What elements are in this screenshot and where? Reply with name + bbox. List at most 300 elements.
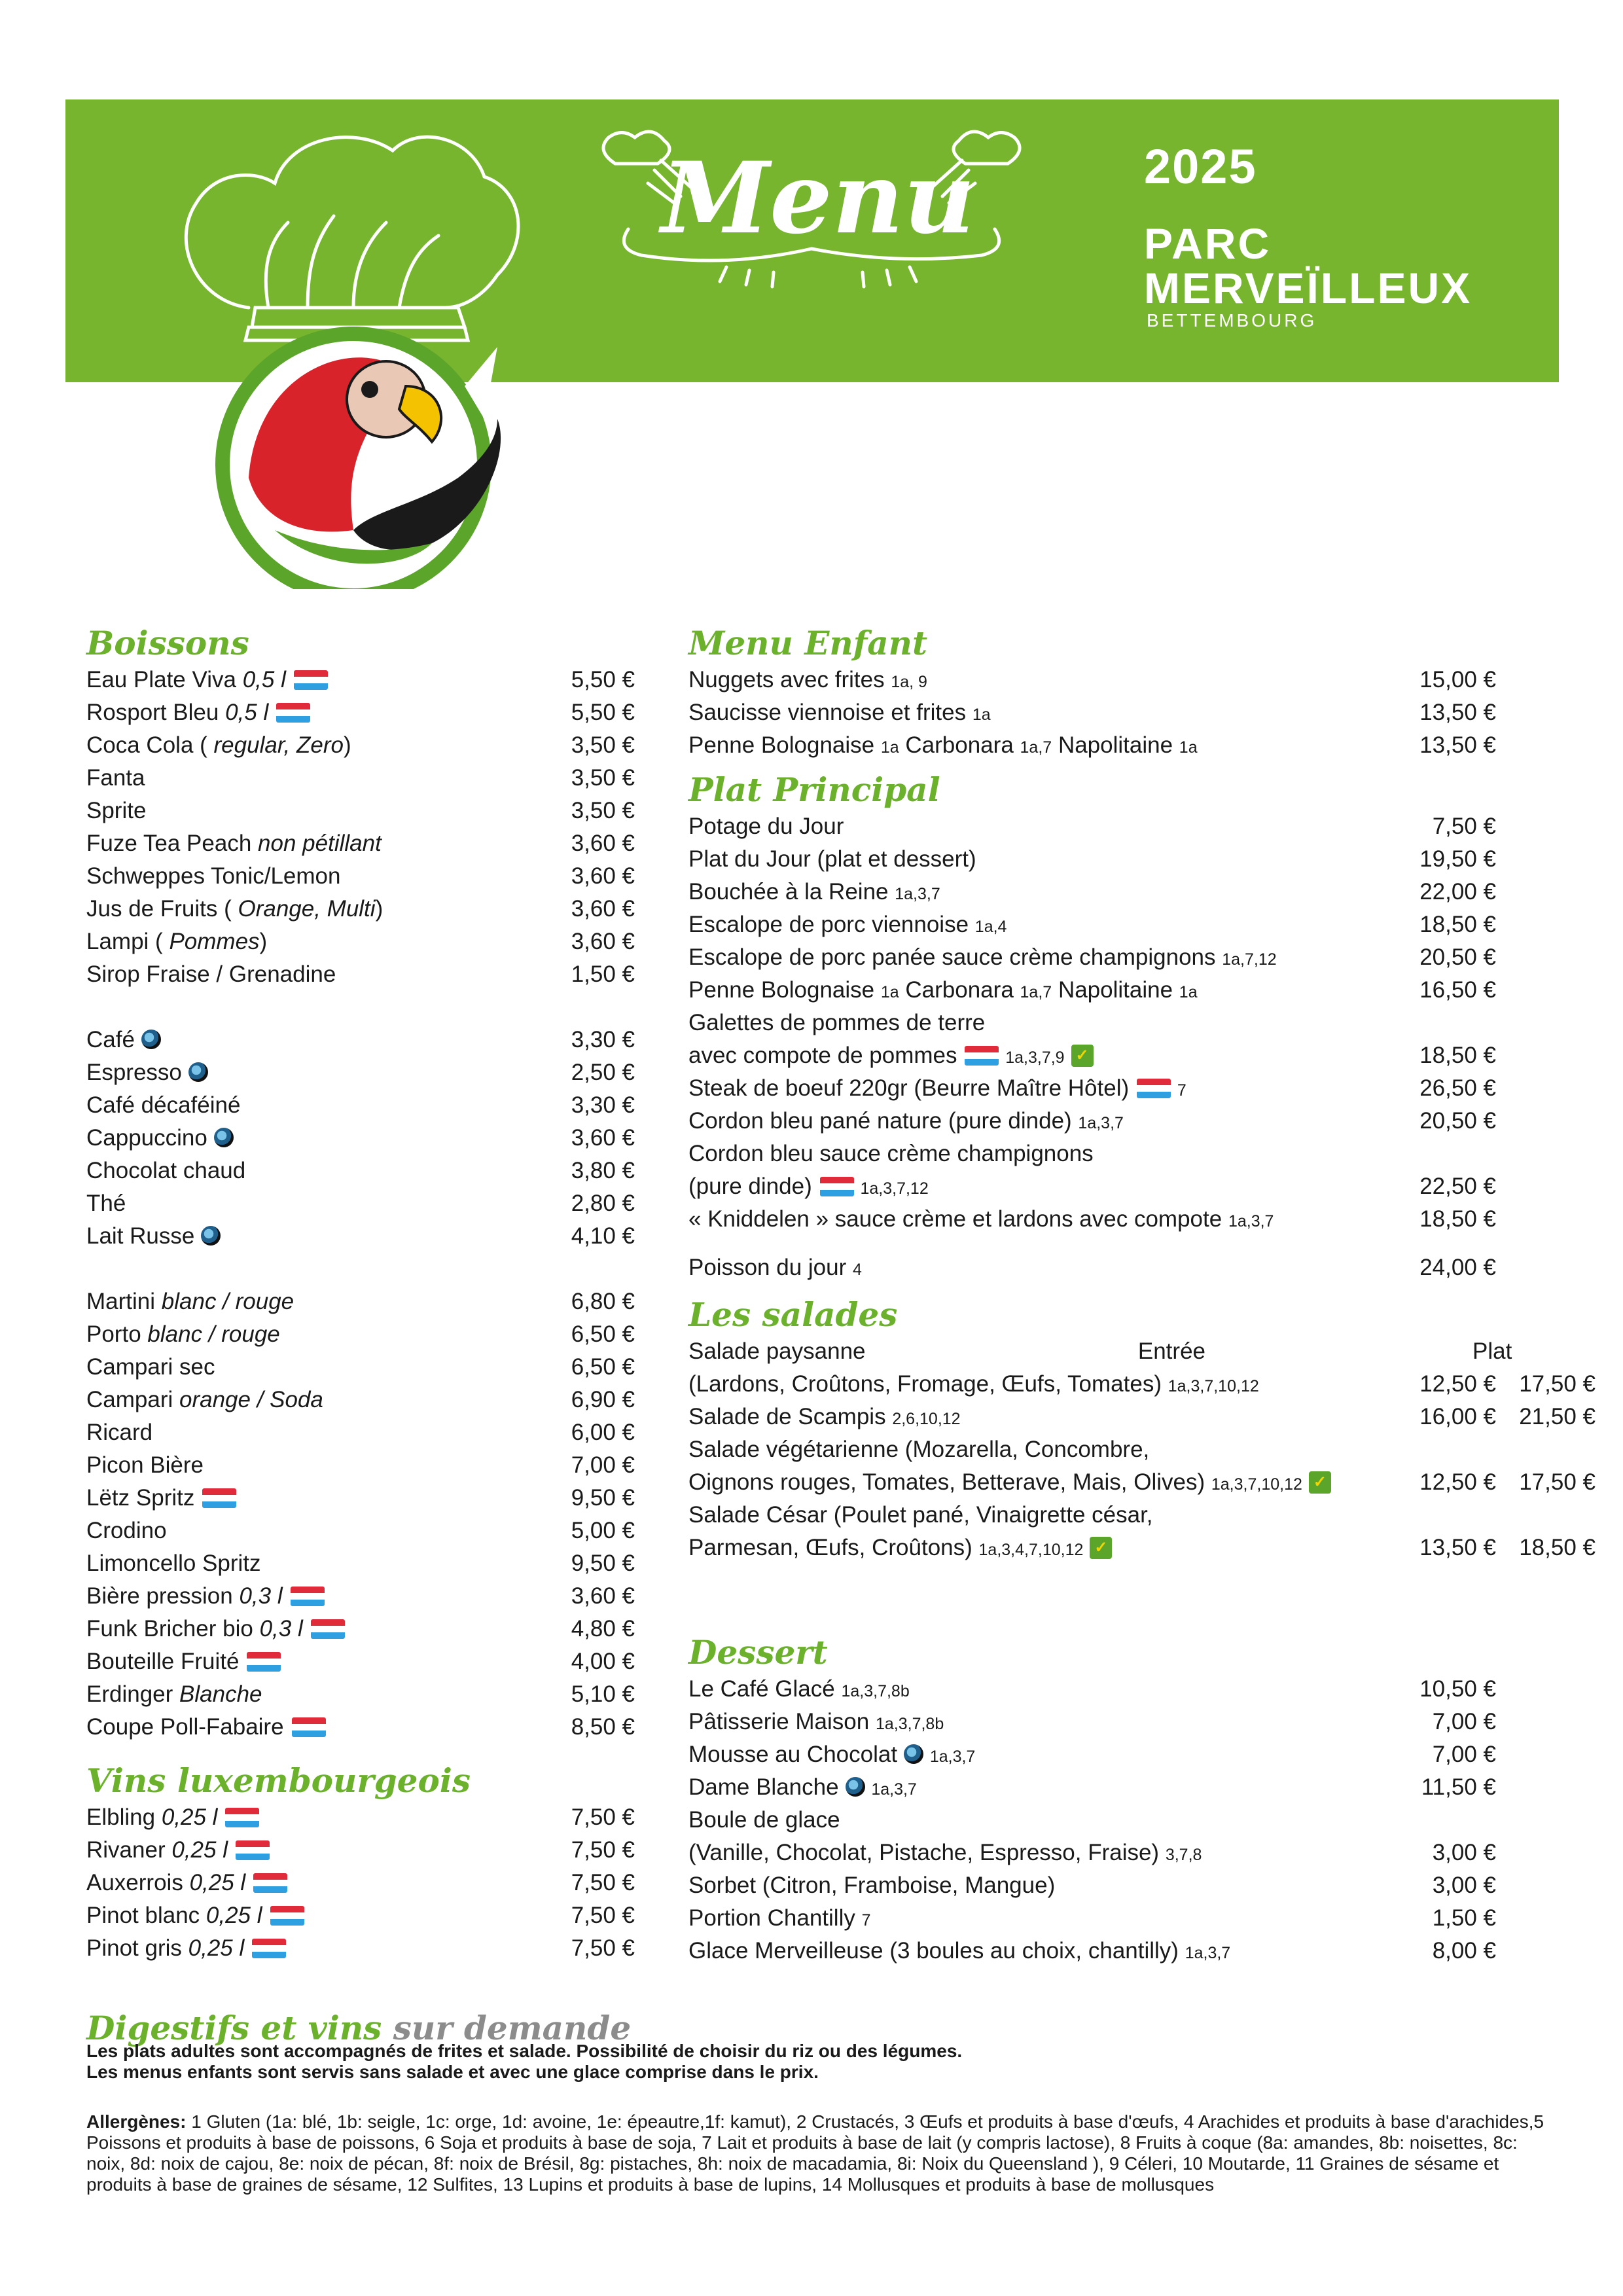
item-price: 16,00 €: [1419, 1404, 1496, 1429]
dessert-row: [688, 1935, 1559, 1967]
luxembourg-flag-icon: [252, 1939, 286, 1958]
item-detail: blanc / rouge: [147, 1321, 280, 1347]
item-price: 10,50 €: [1419, 1676, 1496, 1702]
item-name: Funk Bricher bio: [86, 1616, 253, 1641]
hot-drink-row: [86, 1220, 635, 1253]
main-dish-row: [688, 974, 1559, 1007]
item-allergens: 3,7,8: [1165, 1846, 1202, 1864]
item-price: 7,50 €: [571, 1935, 635, 1961]
item-name: Rosport Bleu: [86, 700, 219, 725]
item-price: 12,50 €: [1419, 1469, 1496, 1495]
item-allergens: 7: [1177, 1081, 1186, 1100]
dessert-row: [688, 1804, 1559, 1837]
item-name: Thé: [86, 1191, 126, 1216]
item-allergens-2: 1a,7: [1020, 983, 1052, 1001]
item-allergens: 1a,3,7,12: [860, 1179, 929, 1198]
salad-row: [688, 1433, 1559, 1466]
salades-header-row: [688, 1335, 1559, 1368]
item-name: Pâtisserie Maison: [688, 1709, 870, 1734]
item-detail: 0,25 l: [189, 1870, 246, 1895]
item-name: Campari: [86, 1387, 173, 1412]
aperitif-row: [86, 1580, 635, 1613]
luxembourg-flag-icon: [1137, 1079, 1171, 1098]
item-name: Cordon bleu pané nature (pure dinde): [688, 1108, 1072, 1134]
aperitif-row: [86, 1416, 635, 1449]
item-price: 3,00 €: [1432, 1840, 1496, 1865]
item-price: 12,50 €: [1419, 1371, 1496, 1397]
item-allergens: 1a,3,4,7,10,12: [978, 1541, 1084, 1559]
vegetarian-icon: [1090, 1537, 1112, 1559]
plat-principal-title: Plat Principal: [688, 770, 940, 809]
drink-row: [86, 729, 635, 762]
item-name: Boule de glace: [688, 1807, 840, 1833]
salade-name: Salade paysanne: [688, 1338, 866, 1364]
item-allergens: 1a,3,7: [1078, 1114, 1124, 1132]
luxembourg-flag-icon: [202, 1488, 236, 1508]
item-name: Fuze Tea Peach: [86, 831, 252, 856]
item-price: 3,60 €: [571, 929, 635, 954]
item-detail: 0,3 l: [259, 1616, 303, 1641]
right-column: [688, 623, 1596, 1967]
kids-menu-row: [688, 696, 1559, 729]
dessert-row: [688, 1902, 1559, 1935]
item-name: Salade César (Poulet pané, Vinaigrette césar,: [688, 1502, 1153, 1528]
item-price: 3,60 €: [571, 863, 635, 889]
allergens-label: Allergènes:: [86, 2111, 187, 2132]
item-price-2: 17,50 €: [1519, 1469, 1596, 1495]
luxembourg-flag-icon: [253, 1873, 287, 1893]
item-price: 7,00 €: [1432, 1709, 1496, 1734]
item-name: Bouteille Fruité: [86, 1649, 240, 1674]
dessert-row: [688, 1837, 1559, 1869]
item-price: 7,00 €: [1432, 1742, 1496, 1767]
hot-drink-row: [86, 1056, 635, 1089]
item-name: Penne Bolognaise: [688, 732, 875, 758]
dessert-row: [688, 1706, 1559, 1738]
item-detail: 0,3 l: [239, 1583, 283, 1609]
item-name: Sorbet (Citron, Framboise, Mangue): [688, 1873, 1056, 1898]
item-price: 5,00 €: [571, 1518, 635, 1543]
item-price: 6,80 €: [571, 1289, 635, 1314]
item-price: 3,50 €: [571, 765, 635, 791]
item-name: Saucisse viennoise et frites: [688, 700, 967, 725]
item-allergens: 4: [853, 1261, 862, 1279]
vegetarian-icon: [1309, 1471, 1331, 1494]
aperitif-row: [86, 1285, 635, 1318]
item-detail: 0,5 l: [242, 667, 286, 692]
allergens-legend: [86, 2111, 1546, 2195]
item-allergens: 1a,3,7: [1228, 1212, 1274, 1230]
item-name: avec compote de pommes: [688, 1043, 957, 1068]
item-price: 3,50 €: [571, 732, 635, 758]
item-price: 1,50 €: [571, 961, 635, 987]
item-name: Poisson du jour: [688, 1255, 847, 1280]
dessert-title: Dessert: [688, 1633, 828, 1672]
dessert-row: [688, 1869, 1559, 1902]
item-detail: 0,25 l: [188, 1935, 245, 1961]
item-price: 3,00 €: [1432, 1873, 1496, 1898]
item-price: 3,80 €: [571, 1158, 635, 1183]
item-name: Portion Chantilly: [688, 1905, 855, 1931]
salades-col-entree: Entrée: [1137, 1338, 1205, 1364]
item-allergens-3: 1a: [1179, 738, 1198, 757]
item-name: Dame Blanche: [688, 1774, 839, 1800]
item-name: Penne Bolognaise: [688, 977, 875, 1003]
item-allergens-2: 1a,7: [1020, 738, 1052, 757]
item-price: 22,50 €: [1419, 1174, 1496, 1199]
item-allergens: 1a: [880, 983, 899, 1001]
salad-row: [688, 1466, 1596, 1499]
item-name: Espresso: [86, 1060, 182, 1085]
item-name: « Kniddelen » sauce crème et lardons avec compote: [688, 1206, 1222, 1232]
digestifs-title-main: Digestifs et vins: [86, 2009, 382, 2047]
luxembourg-flag-icon: [292, 1717, 326, 1737]
item-price: 2,80 €: [571, 1191, 635, 1216]
item-allergens: 1a,3,7,9: [1005, 1049, 1065, 1067]
item-name: Pinot blanc: [86, 1903, 200, 1928]
main-dish-row: [688, 810, 1559, 843]
item-name: Picon Bière: [86, 1452, 204, 1478]
item-price-2: 18,50 €: [1519, 1535, 1596, 1560]
dessert-row: [688, 1771, 1559, 1804]
item-name-end: ): [375, 896, 383, 922]
item-name: Elbling: [86, 1804, 156, 1830]
item-price: 5,50 €: [571, 700, 635, 725]
item-name: Pinot gris: [86, 1935, 182, 1961]
item-detail: orange / Soda: [179, 1387, 323, 1412]
item-name: Steak de boeuf 220gr (Beurre Maître Hôtel): [688, 1075, 1130, 1101]
item-price: 3,30 €: [571, 1027, 635, 1052]
item-name: Le Café Glacé: [688, 1676, 835, 1702]
item-name-3: Napolitaine: [1058, 732, 1173, 758]
item-price: 5,50 €: [571, 667, 635, 692]
item-price: 7,00 €: [571, 1452, 635, 1478]
luxembourg-flag-icon: [247, 1652, 281, 1672]
drink-row: [86, 958, 635, 991]
item-price-2: 21,50 €: [1519, 1404, 1596, 1429]
aperitif-row: [86, 1449, 635, 1482]
item-name: Café décaféiné: [86, 1092, 241, 1118]
hot-drink-row: [86, 1155, 635, 1187]
park-name-line2: MERVEÏLLEUX: [1144, 264, 1472, 312]
item-allergens: 1a: [880, 738, 899, 757]
item-name: Nuggets avec frites: [688, 667, 885, 692]
main-dish-row: [688, 1170, 1559, 1203]
item-allergens: 2,6,10,12: [892, 1410, 961, 1428]
parrot-chef-mascot: [157, 111, 543, 589]
main-dish-row: [688, 1138, 1559, 1170]
item-detail: non pétillant: [258, 831, 382, 856]
item-price: 18,50 €: [1419, 1206, 1496, 1232]
item-name: Auxerrois: [86, 1870, 183, 1895]
item-allergens: 1a,4: [974, 918, 1007, 936]
park-name: [1144, 221, 1472, 310]
park-location: BETTEMBOURG: [1147, 310, 1317, 331]
item-name: Glace Merveilleuse (3 boules au choix, chantilly): [688, 1938, 1179, 1964]
hot-drink-row: [86, 1089, 635, 1122]
item-price: 7,50 €: [571, 1903, 635, 1928]
item-detail: regular, Zero: [213, 732, 344, 758]
item-price: 18,50 €: [1419, 912, 1496, 937]
fairtrade-icon: [141, 1030, 161, 1049]
item-price-2: 17,50 €: [1519, 1371, 1596, 1397]
main-dish-row: [688, 1251, 1559, 1284]
item-price: 3,60 €: [571, 896, 635, 922]
fairtrade-icon: [201, 1226, 221, 1246]
item-price: 18,50 €: [1419, 1043, 1496, 1068]
drink-row: [86, 827, 635, 860]
item-name-2: Carbonara: [905, 732, 1014, 758]
item-price: 6,50 €: [571, 1354, 635, 1380]
boissons-title: Boissons: [86, 624, 249, 662]
item-detail: Blanche: [179, 1681, 262, 1707]
item-price: 6,00 €: [571, 1420, 635, 1445]
item-price: 6,50 €: [571, 1321, 635, 1347]
item-price: 22,00 €: [1419, 879, 1496, 905]
vins-title: Vins luxembourgeois: [86, 1761, 471, 1800]
item-name: Bière pression: [86, 1583, 233, 1609]
drink-row: [86, 925, 635, 958]
item-price: 1,50 €: [1432, 1905, 1496, 1931]
hot-drink-row: [86, 1187, 635, 1220]
item-price: 4,10 €: [571, 1223, 635, 1249]
item-allergens: 1a,3,7,8b: [875, 1715, 944, 1733]
luxembourg-flag-icon: [291, 1587, 325, 1606]
note-line-1: Les plats adultes sont accompagnés de frites et salade. Possibilité de choisir du riz ou des légumes.: [86, 2041, 963, 2061]
main-dish-row: [688, 843, 1559, 876]
item-name: Limoncello Spritz: [86, 1551, 261, 1576]
menu-logo: [589, 124, 1047, 295]
item-price: 7,50 €: [571, 1870, 635, 1895]
item-name: Café: [86, 1027, 135, 1052]
item-price: 5,10 €: [571, 1681, 635, 1707]
item-allergens: 7: [861, 1911, 871, 1929]
item-price: 9,50 €: [571, 1551, 635, 1576]
salades-title: Les salades: [688, 1295, 898, 1334]
item-allergens: 1a,3,7: [895, 885, 940, 903]
luxembourg-flag-icon: [965, 1046, 999, 1066]
wine-row: [86, 1834, 635, 1867]
aperitif-row: [86, 1711, 635, 1744]
item-name-end: ): [343, 732, 351, 758]
item-name: (Lardons, Croûtons, Fromage, Œufs, Tomates): [688, 1371, 1162, 1397]
drink-row: [86, 795, 635, 827]
item-name: Oignons rouges, Tomates, Betterave, Mais, Olives): [688, 1469, 1205, 1495]
item-name: Potage du Jour: [688, 814, 844, 839]
item-price: 8,50 €: [571, 1714, 635, 1740]
item-name: Galettes de pommes de terre: [688, 1010, 986, 1035]
item-name: Erdinger: [86, 1681, 173, 1707]
luxembourg-flag-icon: [820, 1177, 854, 1196]
luxembourg-flag-icon: [225, 1808, 259, 1827]
drink-row: [86, 696, 635, 729]
item-allergens: 1a,3,7,10,12: [1168, 1377, 1259, 1395]
hot-drink-row: [86, 1024, 635, 1056]
item-name: Chocolat chaud: [86, 1158, 246, 1183]
item-allergens: 1a,3,7: [871, 1780, 917, 1799]
drink-row: [86, 762, 635, 795]
dessert-row: [688, 1673, 1559, 1706]
digestifs-title-suffix: sur demande: [393, 2009, 632, 2047]
main-dish-row: [688, 1203, 1559, 1236]
kids-menu-row: [688, 664, 1559, 696]
item-name-end: ): [259, 929, 268, 954]
allergens-text: 1 Gluten (1a: blé, 1b: seigle, 1c: orge, 1d: avoine, 1e: épeautre,1f: kamut), 2 Crustacés, 3 Œufs et produits à base d'œufs, 4 Arachides et produits à base d'arachides,5 Poissons et produits à base de poissons, 6 Soja et produits à base de soja, 7 Lait et produits à base de lait (y compris lactose), 8 Fruits à coque (8a: amandes, 8b: noisettes, 8c: noix, 8d: noix de cajou, 8e: noix de pécan, 8f: noix de Brésil, 8g: pistaches, 8h: noix de macadamia, 8i: Noix du Queensland ), 9 Céleri, 10 Moutarde, 11 Graines de sésame et produits à base de graines de sésame, 12 Sulfites, 13 Lupins et produits à base de lupins, 14 Mollusques et produits à base de mollusques: [86, 2111, 1544, 2195]
fairtrade-icon: [188, 1062, 208, 1082]
luxembourg-flag-icon: [270, 1906, 304, 1926]
item-name: Escalope de porc viennoise: [688, 912, 969, 937]
aperitif-row: [86, 1318, 635, 1351]
item-detail: 0,5 l: [225, 700, 269, 725]
item-price: 7,50 €: [571, 1837, 635, 1863]
item-price: 15,00 €: [1419, 667, 1496, 692]
item-price: 24,00 €: [1419, 1255, 1496, 1280]
item-name: Coupe Poll-Fabaire: [86, 1714, 284, 1740]
item-name: (Vanille, Chocolat, Pistache, Espresso, Fraise): [688, 1840, 1160, 1865]
aperitif-row: [86, 1645, 635, 1678]
aperitif-row: [86, 1613, 635, 1645]
item-allergens-3: 1a: [1179, 983, 1198, 1001]
item-allergens: 1a, 9: [891, 673, 927, 691]
item-price: 4,80 €: [571, 1616, 635, 1641]
item-detail: 0,25 l: [161, 1804, 218, 1830]
aperitif-row: [86, 1482, 635, 1515]
item-detail: 0,25 l: [205, 1903, 262, 1928]
item-price: 16,50 €: [1419, 977, 1496, 1003]
fairtrade-icon: [904, 1744, 923, 1764]
item-name: Porto: [86, 1321, 141, 1347]
item-name: Salade végétarienne (Mozarella, Concombre,: [688, 1437, 1150, 1462]
item-name: Schweppes Tonic/Lemon: [86, 863, 341, 889]
wine-row: [86, 1801, 635, 1834]
main-dish-row: [688, 908, 1559, 941]
aperitif-row: [86, 1547, 635, 1580]
item-name: Ricard: [86, 1420, 153, 1445]
aperitif-row: [86, 1515, 635, 1547]
salad-row: [688, 1401, 1596, 1433]
item-price: 2,50 €: [571, 1060, 635, 1085]
item-name: Salade de Scampis: [688, 1404, 886, 1429]
main-dish-row: [688, 941, 1559, 974]
item-name: Campari sec: [86, 1354, 215, 1380]
salad-row: [688, 1368, 1596, 1401]
menu-year: 2025: [1144, 139, 1257, 194]
item-name: Crodino: [86, 1518, 167, 1543]
item-price: 6,90 €: [571, 1387, 635, 1412]
hot-drink-row: [86, 1122, 635, 1155]
item-price: 3,50 €: [571, 798, 635, 823]
item-name: Cordon bleu sauce crème champignons: [688, 1141, 1094, 1166]
wine-row: [86, 1932, 635, 1965]
item-name: Mousse au Chocolat: [688, 1742, 898, 1767]
menu-enfant-title: Menu Enfant: [688, 624, 928, 662]
item-price: 20,50 €: [1419, 944, 1496, 970]
item-allergens: 1a: [972, 706, 991, 724]
item-name: (pure dinde): [688, 1174, 812, 1199]
aperitif-row: [86, 1351, 635, 1384]
item-name: Martini: [86, 1289, 156, 1314]
item-name: Lait Russe: [86, 1223, 195, 1249]
service-notes: [86, 2041, 1546, 2083]
item-allergens: 1a,3,7,8b: [841, 1682, 910, 1700]
aperitif-row: [86, 1678, 635, 1711]
salades-col-plat: Plat: [1472, 1338, 1512, 1364]
item-price: 3,60 €: [571, 831, 635, 856]
item-price: 3,60 €: [571, 1125, 635, 1151]
item-name: Eau Plate Viva: [86, 667, 236, 692]
item-name: Escalope de porc panée sauce crème champignons: [688, 944, 1216, 970]
drink-row: [86, 893, 635, 925]
item-name: Sprite: [86, 798, 147, 823]
item-price: 3,30 €: [571, 1092, 635, 1118]
luxembourg-flag-icon: [236, 1840, 270, 1860]
fairtrade-icon: [846, 1777, 865, 1797]
dessert-row: [688, 1738, 1559, 1771]
item-detail: Pommes: [169, 929, 260, 954]
luxembourg-flag-icon: [276, 703, 310, 723]
drink-row: [86, 860, 635, 893]
menu-logo-text: Menu: [661, 141, 975, 256]
aperitif-row: [86, 1384, 635, 1416]
item-allergens: 1a,3,7,10,12: [1211, 1475, 1302, 1494]
item-price: 13,50 €: [1419, 732, 1496, 758]
main-dish-row: [688, 1072, 1559, 1105]
boissons-section: [86, 623, 635, 2049]
main-dish-row: [688, 1105, 1559, 1138]
item-allergens: 1a,3,7: [929, 1748, 976, 1766]
item-price: 9,50 €: [571, 1485, 635, 1511]
item-name: Sirop Fraise / Grenadine: [86, 961, 336, 987]
item-price: 11,50 €: [1421, 1774, 1496, 1800]
park-name-line1: PARC: [1144, 219, 1272, 268]
salad-row: [688, 1532, 1596, 1564]
luxembourg-flag-icon: [311, 1619, 345, 1639]
fairtrade-icon: [214, 1128, 234, 1147]
item-price: 7,50 €: [1432, 814, 1496, 839]
item-price: 20,50 €: [1419, 1108, 1496, 1134]
item-name: Jus de Fruits (: [86, 896, 232, 922]
item-name: Plat du Jour (plat et dessert): [688, 846, 976, 872]
kids-menu-row: [688, 729, 1559, 762]
vegetarian-icon: [1071, 1045, 1094, 1067]
item-price: 19,50 €: [1419, 846, 1496, 872]
item-price: 4,00 €: [571, 1649, 635, 1674]
item-name-2: Carbonara: [905, 977, 1014, 1003]
item-detail: 0,25 l: [171, 1837, 228, 1863]
item-price: 3,60 €: [571, 1583, 635, 1609]
item-detail: Orange, Multi: [238, 896, 376, 922]
item-allergens: 1a,7,12: [1222, 950, 1277, 969]
main-dish-row: [688, 876, 1559, 908]
item-name: Parmesan, Œufs, Croûtons): [688, 1535, 972, 1560]
item-price: 8,00 €: [1432, 1938, 1496, 1964]
item-name: Rivaner: [86, 1837, 166, 1863]
luxembourg-flag-icon: [294, 670, 328, 690]
item-name: Lampi (: [86, 929, 163, 954]
salad-row: [688, 1499, 1559, 1532]
chef-hat-icon: [186, 137, 518, 340]
item-price: 13,50 €: [1419, 1535, 1496, 1560]
item-allergens: 1a,3,7: [1185, 1944, 1231, 1962]
item-detail: blanc / rouge: [161, 1289, 294, 1314]
note-line-2: Les menus enfants sont servis sans salade et avec une glace comprise dans le prix.: [86, 2062, 819, 2082]
item-name: Coca Cola (: [86, 732, 207, 758]
item-name: Cappuccino: [86, 1125, 207, 1151]
item-price: 26,50 €: [1419, 1075, 1496, 1101]
main-dish-row: [688, 1007, 1559, 1039]
item-name: Bouchée à la Reine: [688, 879, 889, 905]
item-name: Lëtz Spritz: [86, 1485, 195, 1511]
